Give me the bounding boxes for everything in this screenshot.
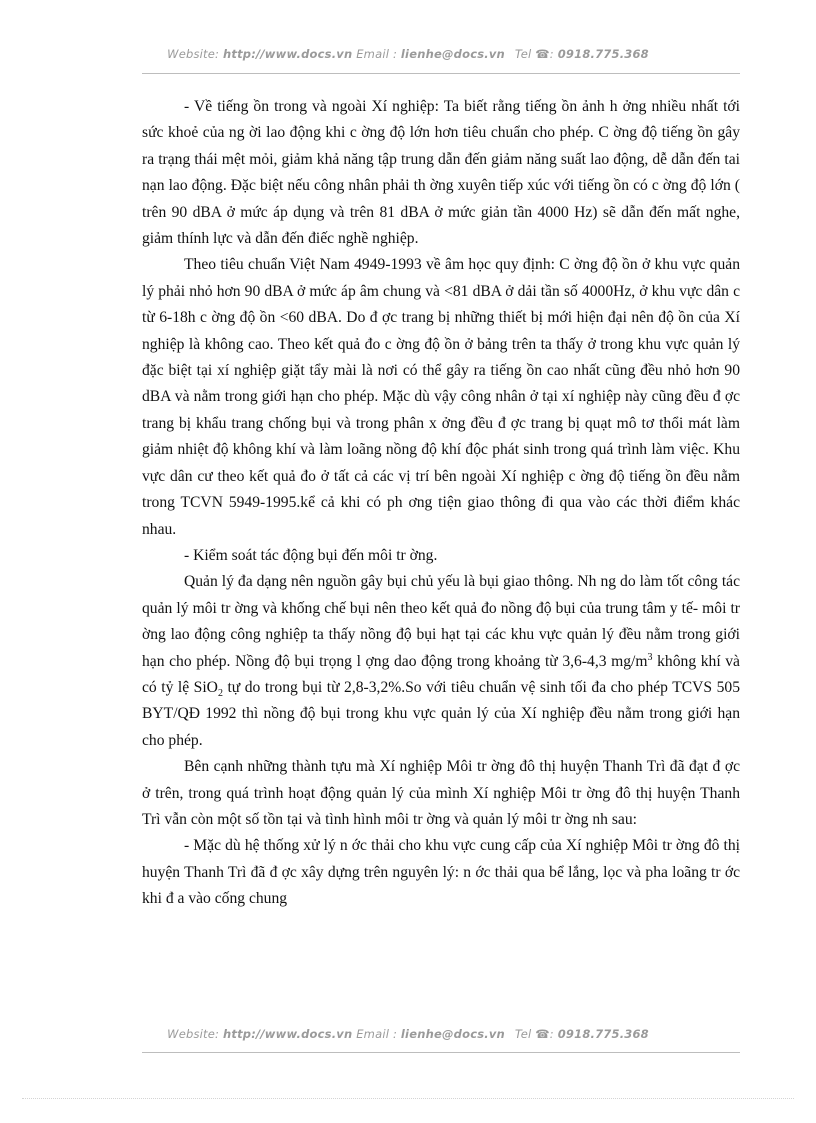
page-header — [0, 47, 816, 61]
footer-divider — [142, 1052, 740, 1053]
paragraph-dust-heading: - Kiểm soát tác động bụi đến môi tr ờng. — [184, 546, 438, 564]
subscript-2: 2 — [217, 688, 223, 700]
footer-website-url[interactable]: http://www.docs.vn — [222, 1027, 353, 1041]
footer-tel-label: Tel ☎: — [514, 1027, 558, 1041]
dust-text-part-2: không khí và có tỷ lệ SiO — [142, 652, 740, 696]
header-website-label: Website: — [167, 47, 223, 61]
header-tel-value: 0918.775.368 — [557, 47, 649, 61]
superscript-3: 3 — [647, 651, 653, 663]
paragraph-wastewater: - Mặc dù hệ thống xử lý n ớc thải cho khu vực cung cấp của Xí nghiệp Môi tr ờng đô thị huyện Thanh Trì đã đ ợc xây dựng trên nguyên lý: n ớc thải qua bể lắng, lọc và pha loãng tr ớc khi đ a vào cống chung — [142, 837, 740, 908]
footer-website-label: Website: — [167, 1027, 223, 1041]
dust-text-part-1: Quản lý đa dạng nên nguồn gây bụi chủ yếu là bụi giao thông. Nh ng do làm tốt công tác quản lý môi tr ờng và khống chế bụi nên theo kết quả đo nồng độ bụi của trung tâm y tế- môi tr ờng lao động công nghiệp ta thấy nồng độ bụi hạt tại các khu vực quản lý đều nằm trong giới hạn cho phép. Nồng độ bụi trọng l ợng dao động trong khoảng từ 3,6-4,3 mg/m — [142, 573, 740, 670]
header-email-value[interactable]: lienhe@docs.vn — [400, 47, 505, 61]
paragraph-noise-standard: Theo tiêu chuẩn Việt Nam 4949-1993 về âm học quy định: C ờng độ ồn ở khu vực quản lý phải nhỏ hơn 90 dBA ở mức áp âm chung và <81 dBA ở dải tần số 4000Hz, ở khu vực dân c từ 6-18h c ờng độ ồn <60 dBA. Do đ ợc trang bị những thiết bị mới hiện đại nên độ ồn của Xí nghiệp là không cao. Theo kết quả đo c ờng độ ồn ở bảng trên ta thấy ở trong khu vực quản lý đặc biệt tại xí nghiệp giặt tẩy mài là nơi có thể gây ra tiếng ồn cao nhất cũng đều nhỏ hơn 90 dBA và nằm trong giới hạn cho phép. Mặc dù vậy công nhân ở tại xí nghiệp này cũng đều đ ợc trang bị khẩu trang chống bụi và trong phân x ởng đều đ ợc trang bị quạt mô tơ thổi mát làm giảm nhiệt độ không khí và làm loãng nồng độ khí độc phát sinh trong quá trình làm việc. Khu vực dân cư theo kết quả đo ở tất cả các vị trí bên ngoài Xí nghiệp c ờng độ tiếng ồn đều nằm trong TCVN 5949-1995.kể cả khi có ph ơng tiện giao thông đi qua vào các thời điểm khác nhau. — [142, 256, 740, 538]
header-email-label: Email : — [352, 47, 401, 61]
header-divider — [142, 73, 740, 74]
page-bottom-edge — [22, 1098, 794, 1099]
footer-email-value[interactable]: lienhe@docs.vn — [400, 1027, 505, 1041]
document-body — [142, 94, 740, 913]
page-footer — [0, 1027, 816, 1041]
header-tel-label: Tel ☎: — [514, 47, 558, 61]
footer-tel-value: 0918.775.368 — [557, 1027, 649, 1041]
paragraph-dust-measure — [142, 569, 740, 754]
paragraph-noise-intro: - Về tiếng ồn trong và ngoài Xí nghiệp: Ta biết rằng tiếng ồn ảnh h ởng nhiều nhất tới sức khoẻ của ng ời lao động khi c ờng độ lớn hơn tiêu chuẩn cho phép. C ờng độ tiếng ồn gây ra trạng thái mệt mỏi, giảm khả năng tập trung dẫn đến giảm năng suất lao động, dễ dẫn đến tai nạn lao động. Đặc biệt nếu công nhân phải th ờng xuyên tiếp xúc với tiếng ồn có c ờng độ lớn ( trên 90 dBA ở mức áp dụng và trên 81 dBA ở mức giản tần 4000 Hz) sẽ dẫn đến mất nghe, giảm thính lực và dẫn đến điếc nghề nghiệp. — [142, 98, 740, 248]
dust-text-part-3: tự do trong bụi từ 2,8-3,2%.So với tiêu chuẩn vệ sinh tối đa cho phép TCVS 505 BYT/QĐ 1992 thì nồng độ bụi trong khu vực quản lý của Xí nghiệp đều nằm trong giới hạn cho phép. — [142, 678, 740, 749]
header-website-url[interactable]: http://www.docs.vn — [222, 47, 353, 61]
paragraph-achievements: Bên cạnh những thành tựu mà Xí nghiệp Môi tr ờng đô thị huyện Thanh Trì đã đạt đ ợc ở trên, trong quá trình hoạt động quản lý của mình Xí nghiệp Môi tr ờng đô thị huyện Thanh Trì vẫn còn một số tồn tại và tình hình môi tr ờng và quản lý môi tr ờng nh sau: — [142, 758, 740, 828]
footer-email-label: Email : — [352, 1027, 401, 1041]
